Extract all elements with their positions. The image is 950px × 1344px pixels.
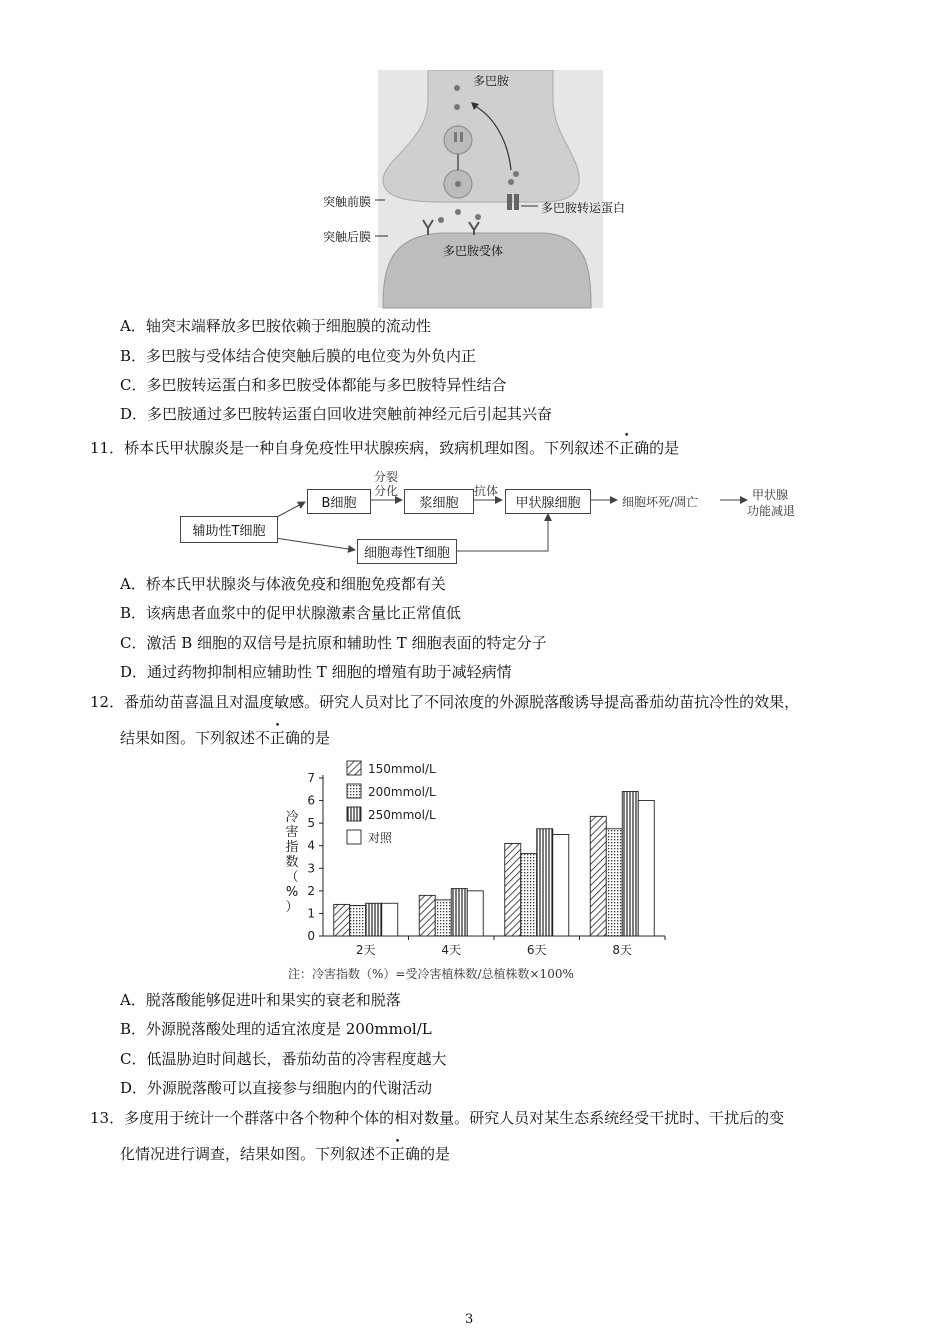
synapse-figure — [323, 70, 643, 310]
q11-option-a: A．桥本氏甲状腺炎与体液免疫和细胞免疫都有关 — [120, 575, 446, 593]
chart-y-tick-label: 2 — [307, 883, 315, 898]
necrosis-label: 细胞坏死/凋亡 — [622, 495, 699, 509]
q10-option-d: D．多巴胺通过多巴胺转运蛋白回收进突触前神经元后引起其兴奋 — [120, 405, 553, 423]
chart-x-tick-label: 6天 — [526, 943, 547, 957]
q11-option-d: D．通过药物抑制相应辅助性 T 细胞的增殖有助于减轻病情 — [120, 663, 512, 681]
result-line1: 甲状腺 — [752, 488, 789, 502]
thyroid-cell-box: 甲状腺细胞 — [505, 489, 591, 514]
chart-legend-swatch — [347, 807, 361, 821]
q10-option-c: C．多巴胺转运蛋白和多巴胺受体都能与多巴胺特异性结合 — [120, 376, 507, 394]
chart-y-tick-label: 5 — [307, 816, 315, 831]
chart-bar — [590, 816, 606, 936]
q13-stem-line2 — [120, 1144, 450, 1164]
chart-bar — [553, 834, 569, 936]
q12-emphasis: 不正确 — [255, 729, 301, 747]
chart-bar — [638, 801, 654, 936]
q11-stem-end: 的是 — [649, 439, 680, 457]
chart-x-tick-label: 2天 — [355, 943, 376, 957]
vesicle-upper — [444, 126, 472, 154]
chart-y-tick-label: 7 — [307, 771, 315, 785]
chart-x-tick-label: 4天 — [441, 943, 462, 957]
plasma-cell-box: 浆细胞 — [404, 489, 474, 514]
chart-x-tick-label: 8天 — [612, 943, 633, 957]
q12-stem-text: 结果如图。下列叙述 — [120, 729, 256, 747]
chart-bar — [435, 900, 451, 936]
split-label-2: 分化 — [374, 484, 399, 498]
label-postsynaptic: 突触后膜 — [323, 230, 372, 244]
chart-bar — [366, 903, 382, 936]
q12-option-a: A．脱落酸能够促进叶和果实的衰老和脱落 — [120, 991, 401, 1009]
q11-emphasis: 不正确 — [604, 439, 650, 457]
cytotoxic-t-box: 细胞毒性T细胞 — [357, 539, 457, 564]
chart-bar — [350, 906, 366, 936]
chart-legend-label: 250mmol/L — [368, 808, 436, 822]
chart-legend-label: 150mmol/L — [368, 762, 436, 776]
result-line2: 功能减退 — [747, 504, 796, 518]
chart-bar — [334, 904, 350, 936]
chart-legend-swatch — [347, 784, 361, 798]
helper-t-box: 辅助性T细胞 — [180, 516, 278, 543]
q11-stem — [90, 438, 679, 458]
q11-stem-text: 11．桥本氏甲状腺炎是一种自身免疫性甲状腺疾病，致病机理如图。下列叙述 — [90, 439, 605, 457]
chart-bar — [419, 895, 435, 936]
chart-bar — [521, 854, 537, 936]
chart-bar — [622, 792, 638, 936]
chart-ylabel — [282, 810, 302, 915]
synapse-diagram — [333, 70, 643, 310]
chart-bar — [451, 889, 467, 936]
chart-note: 注：冷害指数（%）=受冷害植株数/总植株数×100% — [288, 967, 574, 981]
chart-legend-swatch — [347, 830, 361, 844]
antibody-label: 抗体 — [474, 484, 499, 498]
dopamine-dot — [454, 104, 460, 110]
split-label-1: 分裂 — [374, 470, 399, 484]
chart-y-tick-label: 4 — [307, 838, 315, 853]
chart-legend-label: 对照 — [368, 831, 393, 845]
q11-option-c: C．激活 B 细胞的双信号是抗原和辅助性 T 细胞表面的特定分子 — [120, 634, 547, 652]
chart-bar — [382, 903, 398, 936]
chart-bar — [505, 843, 521, 936]
chart-y-tick-label: 0 — [307, 929, 315, 943]
label-receptor: 多巴胺受体 — [443, 244, 504, 258]
chart-legend-swatch — [347, 761, 361, 775]
q12-option-b: B．外源脱落酸处理的适宜浓度是 200mmol/L — [120, 1020, 432, 1038]
q13-stem-line1: 13．多度用于统计一个群落中各个物种个体的相对数量。研究人员对某生态系统经受干扰时、干扰后的变 — [90, 1109, 785, 1127]
chart-legend-label: 200mmol/L — [368, 785, 436, 799]
q12-stem-line1: 12．番茄幼苗喜温且对温度敏感。研究人员对比了不同浓度的外源脱落酸诱导提高番茄幼苗抗冷性的效果， — [90, 693, 800, 711]
chart-y-tick-label: 6 — [307, 793, 315, 808]
chart-bar — [467, 891, 483, 936]
q11-option-b: B．该病患者血浆中的促甲状腺激素含量比正常值低 — [120, 604, 462, 622]
label-presynaptic: 突触前膜 — [323, 195, 372, 209]
q13-stem-text: 化情况进行调查，结果如图。下列叙述 — [120, 1145, 376, 1163]
label-transporter: 多巴胺转运蛋白 — [541, 201, 626, 215]
q11-diagram — [175, 466, 815, 566]
page-number: 3 — [465, 1312, 474, 1327]
q12-stem-end: 的是 — [300, 729, 331, 747]
transporter-protein — [507, 194, 512, 210]
chart-bar — [537, 829, 553, 936]
label-dopamine: 多巴胺 — [473, 74, 510, 88]
chart-y-tick-label: 3 — [307, 861, 315, 876]
q12-option-c: C．低温胁迫时间越长，番茄幼苗的冷害程度越大 — [120, 1050, 447, 1068]
q13-emphasis: 不正确 — [375, 1145, 421, 1163]
q12-option-d: D．外源脱落酸可以直接参与细胞内的代谢活动 — [120, 1079, 433, 1097]
chart-y-tick-label: 1 — [307, 906, 315, 921]
abscisic-acid-chart — [275, 755, 685, 965]
chart-bar — [606, 829, 622, 936]
q10-option-b: B．多巴胺与受体结合使突触后膜的电位变为外负内正 — [120, 347, 477, 365]
q12-stem-line2 — [120, 728, 330, 748]
b-cell-box: B细胞 — [307, 489, 371, 514]
q13-stem-end: 的是 — [420, 1145, 451, 1163]
chart-ylabel-text: 冷 害 指 数 （ % ） — [285, 810, 299, 915]
q10-option-a: A．轴突末端释放多巴胺依赖于细胞膜的流动性 — [120, 317, 431, 335]
